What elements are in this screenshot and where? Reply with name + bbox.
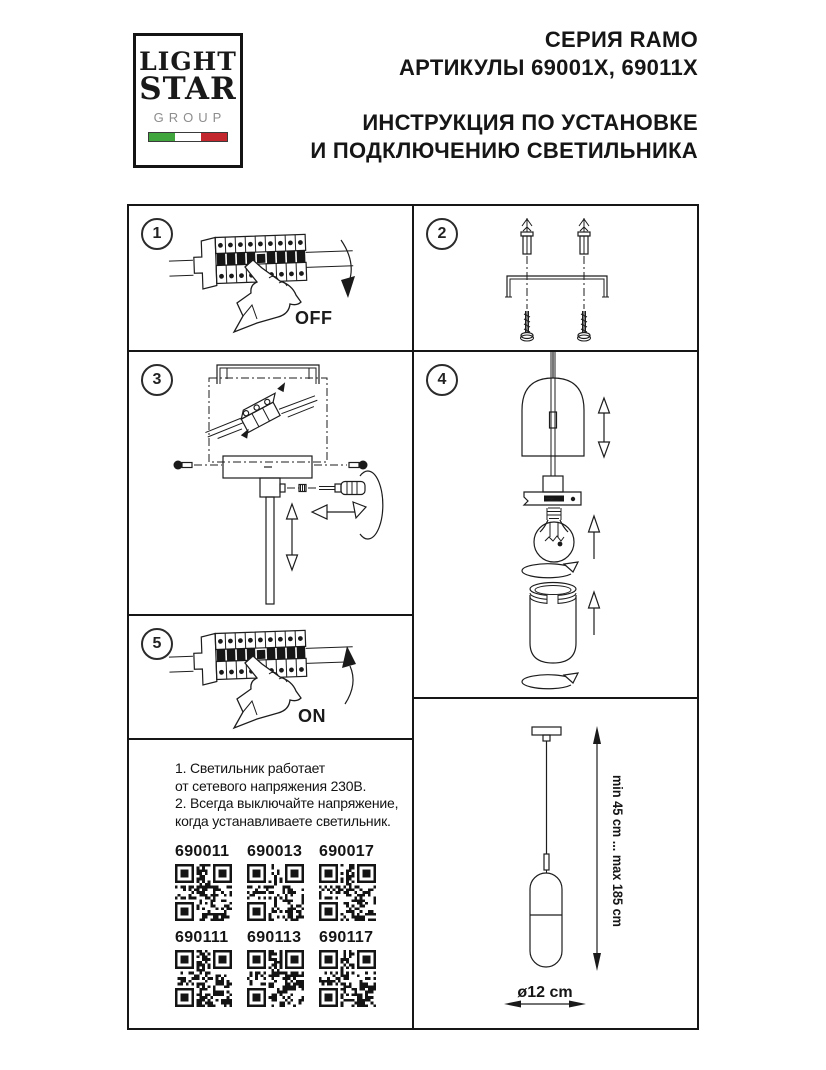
qr-cell: [319, 929, 376, 1007]
screw-icon: [521, 311, 602, 341]
logo-word-star: STAR: [139, 71, 237, 107]
off-label: OFF: [295, 308, 333, 328]
articles-title: АРТИКУЛЫ 69001X, 69011X: [398, 55, 698, 80]
socket-plate-icon: [524, 476, 581, 505]
up-down-arrow-icon: [599, 398, 610, 457]
dimensions-panel: [414, 699, 697, 1028]
pointing-hand-icon: [234, 656, 301, 728]
flag-green: [149, 133, 175, 141]
step-2-badge: 2: [426, 218, 458, 250]
qr-cell: [247, 843, 304, 921]
rotate-arrow-icon: [360, 471, 383, 539]
article-number: 690017: [319, 843, 375, 861]
breaker-on-drawing: [129, 616, 412, 736]
wall-anchor-icon: [521, 218, 590, 254]
qr-code: [247, 864, 304, 921]
step-2-panel: [414, 206, 697, 352]
qr-cell: [175, 929, 232, 1007]
step-1-badge: 1: [141, 218, 173, 250]
instruction-title-line1: ИНСТРУКЦИЯ ПО УСТАНОВКЕ: [362, 110, 698, 135]
lightstar-logo: [133, 33, 243, 168]
on-label: ON: [298, 706, 326, 726]
arrow-down-icon: [341, 240, 355, 298]
step-5-panel: [129, 616, 414, 740]
up-arrow-icon: [589, 516, 600, 559]
height-range-label: min 45 cm ... max 185 cm: [610, 775, 626, 943]
pendant-lamp-icon: [530, 727, 562, 967]
logo-word-group: GROUP: [153, 110, 227, 125]
steps-grid: [127, 204, 699, 1030]
header-titles: [310, 26, 698, 165]
step-1-panel: [129, 206, 414, 352]
pendant-dimensions-drawing: [414, 699, 697, 1024]
pointing-hand-icon: [234, 260, 301, 332]
step-3-panel: [129, 352, 414, 616]
screwdriver-icon: [287, 482, 365, 495]
qr-code: [175, 950, 232, 1007]
step-4-panel: [414, 352, 697, 699]
down-rod-icon: [266, 497, 274, 604]
logo-word-light: LIGHT: [139, 47, 237, 76]
flag-white: [175, 133, 201, 141]
italian-flag-stripe: [148, 132, 228, 142]
rotate-arrow-icon: [522, 673, 578, 689]
push-left-arrow-icon: [312, 505, 356, 519]
note-line-4: когда устанавливаете светильник.: [175, 812, 391, 829]
note-line-1: 1. Светильник работает: [175, 760, 325, 776]
canopy-mounting-drawing: [129, 352, 412, 612]
article-number: 690111: [175, 929, 229, 947]
qr-code: [319, 864, 376, 921]
qr-row-2: [175, 929, 398, 1007]
qr-code: [175, 864, 232, 921]
note-line-3: 2. Всегда выключайте напряжение,: [175, 795, 399, 812]
article-number: 690011: [175, 843, 230, 861]
article-number: 690117: [319, 929, 374, 947]
diameter-label: ø12 cm: [517, 984, 573, 1001]
qr-row-1: [175, 843, 398, 921]
mounting-bracket-icon: [505, 276, 609, 297]
mounting-bracket-icon: [217, 365, 319, 384]
qr-cell: [247, 929, 304, 1007]
terminal-block-icon: [202, 373, 319, 457]
step-4-badge: 4: [426, 364, 458, 396]
notes-panel: [129, 740, 414, 1028]
qr-cell: [175, 843, 232, 921]
light-bulb-icon: [534, 508, 574, 562]
qr-code: [247, 950, 304, 1007]
qr-cell: [319, 843, 376, 921]
article-number: 690113: [247, 929, 302, 947]
up-arrow-icon: [589, 592, 600, 635]
height-dimension-arrow: [593, 726, 601, 971]
step-3-badge: 3: [141, 364, 173, 396]
flag-red: [201, 133, 227, 141]
diameter-dimension-arrow: [504, 1001, 586, 1008]
dome-shade-icon: [522, 352, 584, 476]
up-down-arrow-icon: [287, 504, 298, 570]
lamp-assembly-drawing: [414, 352, 697, 695]
qr-code: [319, 950, 376, 1007]
series-title: СЕРИЯ RAMO: [544, 27, 698, 52]
step-5-badge: 5: [141, 628, 173, 660]
cylinder-shade-icon: [530, 583, 576, 664]
rotate-arrow-icon: [522, 562, 578, 578]
note-line-2: от сетевого напряжения 230В.: [175, 777, 367, 794]
article-number: 690013: [247, 843, 303, 861]
instruction-title-line2: И ПОДКЛЮЧЕНИЮ СВЕТИЛЬНИКА: [310, 138, 698, 163]
arrow-up-icon: [342, 646, 356, 704]
